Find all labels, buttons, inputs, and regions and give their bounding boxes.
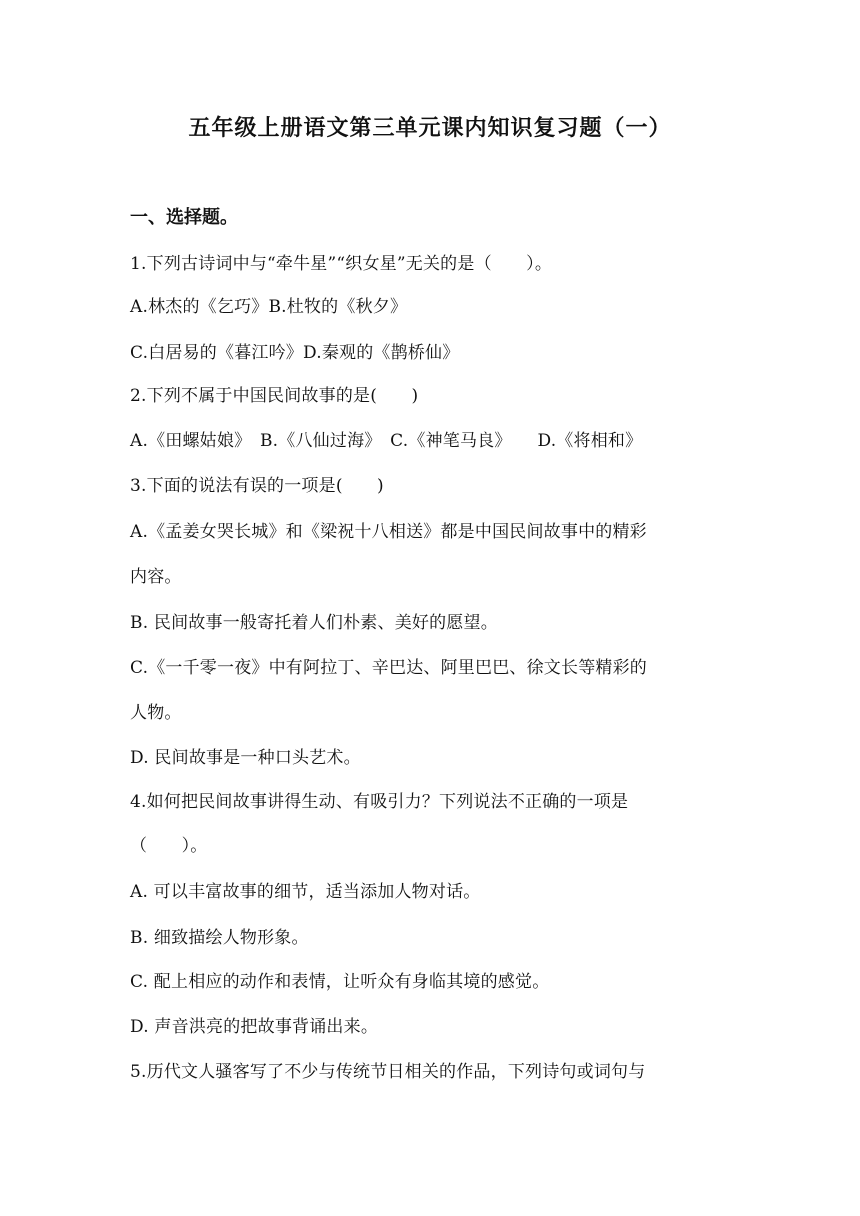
question-4-stem: 4.如何把民间故事讲得生动、有吸引力？下列说法不正确的一项是 xyxy=(130,792,629,812)
question-4-option-a: A. 可以丰富故事的细节，适当添加人物对话。 xyxy=(130,882,481,902)
question-4-stem-continued: （ ）。 xyxy=(130,836,208,856)
question-3-option-c: C.《一千零一夜》中有阿拉丁、辛巴达、阿里巴巴、徐文长等精彩的 xyxy=(130,658,648,678)
question-1-options-cd: C.白居易的《暮江吟》D.秦观的《鹊桥仙》 xyxy=(130,343,460,363)
question-3-option-c-continued: 人物。 xyxy=(130,703,182,723)
question-4-option-d: D. 声音洪亮的把故事背诵出来。 xyxy=(130,1017,379,1037)
section-heading: 一、选择题。 xyxy=(130,207,238,228)
question-3-stem: 3.下面的说法有误的一项是( ) xyxy=(130,476,384,496)
question-3-option-a: A.《孟姜女哭长城》和《梁祝十八相送》都是中国民间故事中的精彩 xyxy=(130,522,647,542)
question-2-options: A.《田螺姑娘》 B.《八仙过海》 C.《神笔马良》 D.《将相和》 xyxy=(130,431,643,451)
question-3-option-a-continued: 内容。 xyxy=(130,567,182,587)
question-4-option-c: C. 配上相应的动作和表情，让听众有身临其境的感觉。 xyxy=(130,972,550,992)
question-5-stem: 5.历代文人骚客写了不少与传统节日相关的作品，下列诗句或词句与 xyxy=(130,1062,646,1082)
page-title: 五年级上册语文第三单元课内知识复习题（一） xyxy=(188,116,672,141)
question-1-options-ab: A.林杰的《乞巧》B.杜牧的《秋夕》 xyxy=(130,297,408,317)
question-4-option-b: B. 细致描绘人物形象。 xyxy=(130,928,309,948)
question-1-stem: 1.下列古诗词中与“牵牛星”“织女星”无关的是（ ）。 xyxy=(130,254,553,274)
question-3-option-d: D. 民间故事是一种口头艺术。 xyxy=(130,748,361,768)
question-3-option-b: B. 民间故事一般寄托着人们朴素、美好的愿望。 xyxy=(130,613,498,633)
question-2-stem: 2.下列不属于中国民间故事的是( ) xyxy=(130,386,419,406)
